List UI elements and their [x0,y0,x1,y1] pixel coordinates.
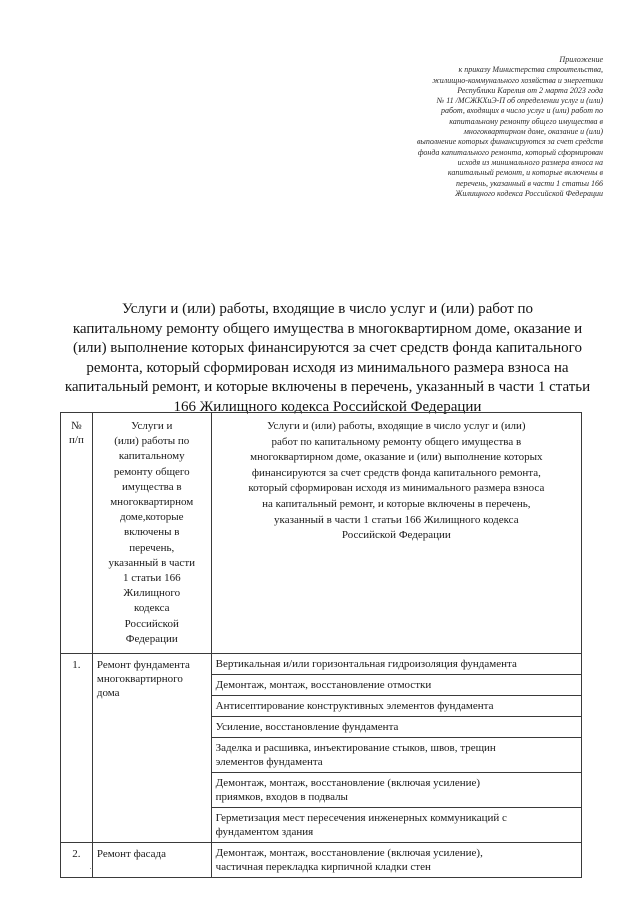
appendix-line: Приложение [559,55,603,64]
title-line: (или) выполнение которых финансируются за счет средств фонда капитального [73,340,582,357]
title-line: капитальному ремонту общего имущества в многоквартирном доме, оказание и [72,320,583,337]
header-number-line: № [71,420,82,432]
service-cell [211,654,581,675]
appendix-note [343,55,603,199]
service-line: Антисептирование конструктивных элементов фундамента [215,700,494,713]
header-services-line: финансируются за счет средств фонда капитального ремонта, [251,466,541,479]
appendix-line: фонда капитального ремонта, который сформирован [417,147,603,157]
header-work-line: включены в [124,526,180,539]
header-work-line: имущества в [121,480,182,493]
table-header-row [61,413,582,654]
work-type-line: Ремонт фасада [96,848,167,861]
header-services-line: многоквартирном доме, оказание и (или) выполнение которых [250,451,543,464]
table-row [61,654,582,675]
service-line: Герметизация мест пересечения инженерных коммуникаций с [215,812,507,825]
appendix-line: жилищно-коммунального хозяйства и энергетики [432,75,603,85]
appendix-line: Жилищного кодекса Российской Федерации [455,188,603,198]
service-line: приямков, входов в подвалы [215,791,348,804]
service-line: фундаментом здания [215,826,314,839]
header-work-line: многоквартирном [110,496,194,509]
service-line: Вертикальная и/или горизонтальная гидроизоляция фундамента [215,658,517,671]
service-line: Усиление, восстановление фундамента [215,721,399,734]
header-number-line: п/п [69,434,84,446]
service-cell [211,696,581,717]
header-work-line: указанный в части [108,556,196,569]
header-work-line: ремонту общего [113,465,190,478]
work-type-line: многоквартирного [96,673,183,686]
header-services-line: Российской Федерации [341,529,451,542]
service-line: Заделка и расшивка, инъектирование стыков, швов, трещин [215,742,496,755]
service-cell [211,843,581,878]
work-type-line: Ремонт фундамента [96,659,190,672]
row-number: 1. [61,654,93,843]
service-cell [211,738,581,773]
header-work-line: Услуги и [131,420,173,432]
service-line: Демонтаж, монтаж, восстановление (включая усиление), [215,847,483,860]
table-row [61,843,582,878]
scan-dot [90,868,91,869]
header-work-line: Жилищного [123,587,181,600]
header-work-line: 1 статьи 166 [122,572,181,585]
header-services-line: указанный в части 1 статьи 166 Жилищного кодекса [274,513,519,526]
service-cell [211,808,581,843]
header-services-line: на капитальный ремонт, и которые включены в перечень, [262,497,531,510]
header-work-type [92,413,211,654]
appendix-line: Республики Карелия от 2 марта 2023 года [457,85,603,95]
header-services-line: Услуги и (или) работы, входящие в число услуг и (или) [267,420,526,432]
header-services [211,413,581,654]
row-number: 2. [61,843,93,878]
row-work-type [92,843,211,878]
appendix-line: капитальному ремонту общего имущества в [449,116,603,126]
appendix-line: выполнение которых финансируются за счет средств [416,137,603,147]
header-number [61,413,93,654]
services-table [60,412,582,878]
header-work-line: капитальному [118,450,185,463]
service-line: элементов фундамента [215,756,323,769]
appendix-line: № 11 /МСЖКХиЭ-П об определении услуг и (или) [436,96,603,106]
header-work-line: (или) работы по [114,435,190,448]
title-line: ремонта, который сформирован исходя из минимального размера взноса на [86,359,569,376]
appendix-line: капитальный ремонт, и которые включены в [447,168,603,178]
appendix-line: исходя из минимального размера взноса на [457,157,603,167]
header-services-line: работ по капитальному ремонту общего имущества в [271,435,522,448]
header-work-line: доме,которые [119,511,184,524]
appendix-line: к приказу Министерства строительства, [458,65,603,75]
service-line: Демонтаж, монтаж, восстановление (включая усиление) [215,777,481,790]
service-cell [211,773,581,808]
service-cell [211,675,581,696]
header-work-line: кодекса [134,602,170,615]
header-work-line: Российской [124,617,179,630]
service-line: частичная перекладка кирпичной кладки стен [215,861,431,874]
title-line: Услуги и (или) работы, входящие в число услуг и (или) работ по [121,301,534,317]
row-work-type [92,654,211,843]
header-services-line: который сформирован исходя из минимального размера взноса [248,482,545,495]
header-work-line: перечень, [129,541,175,554]
document-title [50,300,605,418]
work-type-line: дома [96,687,120,700]
header-work-line: Федерации [125,632,178,645]
service-cell [211,717,581,738]
appendix-line: многоквартирном доме, оказание и (или) [463,127,603,137]
service-line: Демонтаж, монтаж, восстановление отмостки [215,679,432,692]
appendix-line: перечень, указанный в части 1 статьи 166 [455,178,603,188]
appendix-line: работ, входящих в число услуг и (или) работ по [440,106,603,116]
title-line: капитальный ремонт, и которые включены в перечень, указанный в части 1 статьи [64,379,591,396]
title-line: 166 Жилищного кодекса Российской Федерации [173,398,482,415]
